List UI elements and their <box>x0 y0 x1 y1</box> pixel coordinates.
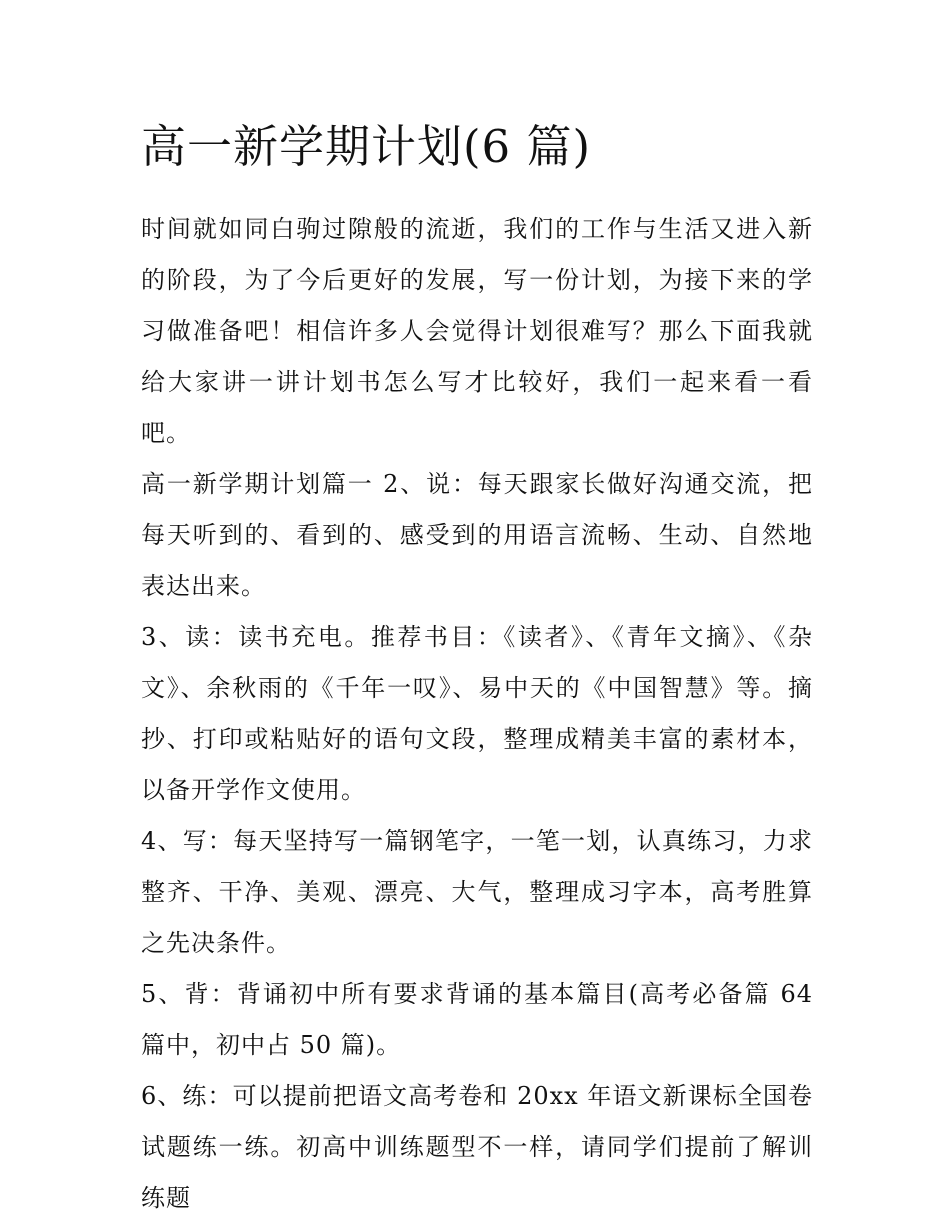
paragraph-read: 3、读：读书充电。推荐书目：《读者》、《青年文摘》、《杂文》、余秋雨的《千年一叹》、易中天的《中国智慧》等。摘抄、打印或粘贴好的语句文段，整理成精美丰富的素材本，以备开学作文使用。 <box>141 623 813 804</box>
paragraph-plan-one-speak: 高一新学期计划篇一 2、说：每天跟家长做好沟通交流，把每天听到的、看到的、感受到的用语言流畅、生动、自然地表达出来。 <box>141 470 813 600</box>
paragraph-practice: 6、练：可以提前把语文高考卷和 20xx 年语文新课标全国卷试题练一练。初高中训练题型不一样，请同学们提前了解训练题 <box>141 1082 813 1212</box>
paragraph-write: 4、写：每天坚持写一篇钢笔字，一笔一划，认真练习，力求整齐、干净、美观、漂亮、大气，整理成习字本，高考胜算之先决条件。 <box>141 827 813 957</box>
intro-paragraph: 时间就如同白驹过隙般的流逝，我们的工作与生活又进入新的阶段，为了今后更好的发展，写一份计划，为接下来的学习做准备吧！相信许多人会觉得计划很难写？那么下面我就给大家讲一讲计划书怎么写才比较好，我们一起来看一看吧。 <box>141 215 813 447</box>
document-title: 高一新学期计划(6 篇) <box>141 120 592 173</box>
document-body <box>141 112 813 1224</box>
paragraph-recite: 5、背：背诵初中所有要求背诵的基本篇目(高考必备篇 64 篇中，初中占 50 篇)。 <box>141 980 813 1059</box>
